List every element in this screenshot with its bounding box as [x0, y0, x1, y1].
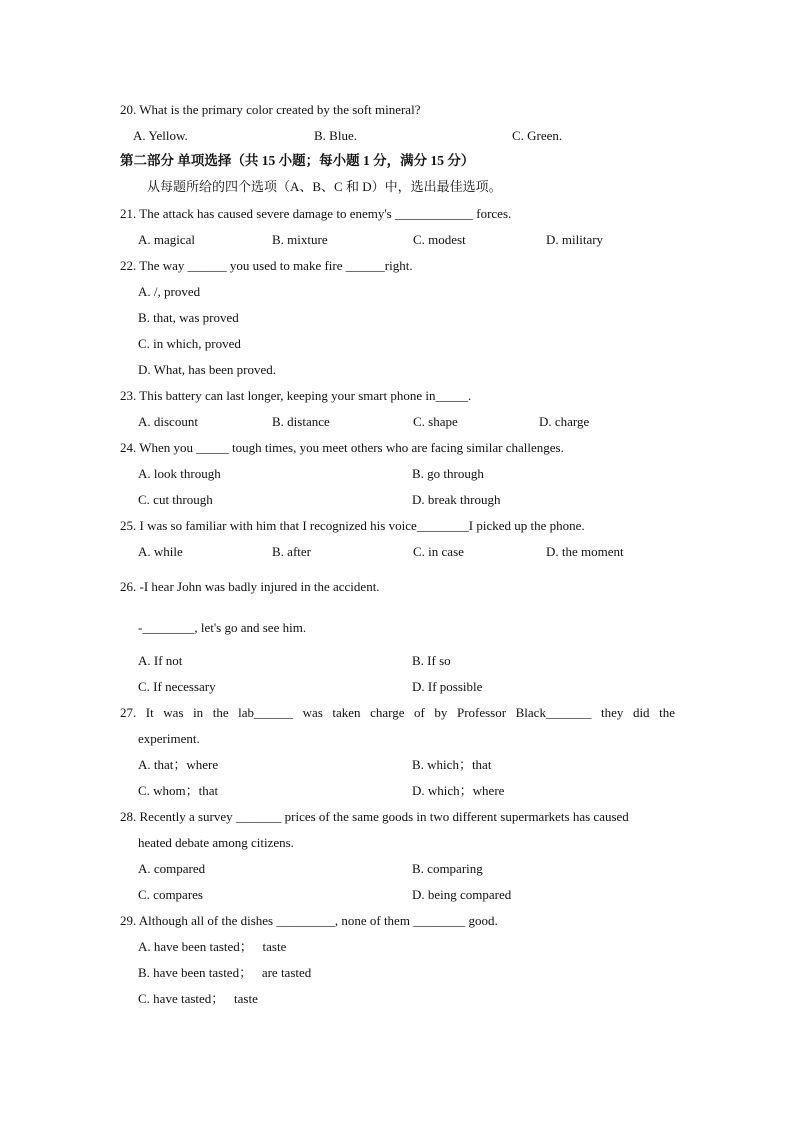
question-23-stem: 23. This battery can last longer, keeping your smart phone in_____.	[120, 388, 472, 403]
q29-option-c: C. have tasted； taste	[138, 991, 258, 1006]
q27-word: did	[632, 705, 650, 720]
question-26-stem: 26. -I hear John was badly injured in the accident.	[120, 579, 380, 594]
q27-word: in	[193, 705, 204, 720]
question-28-stem-continued: heated debate among citizens.	[138, 835, 294, 850]
q24-option-b: B. go through	[412, 466, 484, 481]
q26-option-a: A. If not	[138, 653, 183, 668]
q27-word: they	[601, 705, 624, 720]
q27-word: by	[434, 705, 448, 720]
q21-option-d: D. military	[546, 232, 604, 247]
q27-word: was	[302, 705, 323, 720]
q21-option-b: B. mixture	[272, 232, 328, 247]
q21-option-c: C. modest	[413, 232, 466, 247]
q22-option-b: B. that, was proved	[138, 310, 239, 325]
q27-option-b: B. which；that	[412, 757, 492, 772]
q25-option-b: B. after	[272, 544, 311, 559]
q26-option-c: C. If necessary	[138, 679, 216, 694]
question-27-stem-continued: experiment.	[138, 731, 200, 746]
q27-option-a: A. that；where	[138, 757, 219, 772]
section-2-instruction: 从每题所给的四个选项（A、B、C 和 D）中，选出最佳选项。	[147, 179, 502, 194]
q27-option-c: C. whom；that	[138, 783, 219, 798]
question-20-stem: 20. What is the primary color created by the soft mineral?	[120, 102, 421, 117]
q27-word: was	[163, 705, 184, 720]
q23-option-c: C. shape	[413, 414, 458, 429]
q23-option-d: D. charge	[539, 414, 590, 429]
q28-option-b: B. comparing	[412, 861, 483, 876]
q29-option-b: B. have been tasted； are tasted	[138, 965, 312, 980]
q22-option-a: A. /, proved	[138, 284, 201, 299]
q27-word: lab______	[238, 705, 294, 720]
q27-word: taken	[332, 705, 361, 720]
q22-option-d: D. What, has been proved.	[138, 362, 277, 377]
question-25-stem: 25. I was so familiar with him that I recognized his voice________I picked up the phone.	[120, 518, 585, 533]
q20-option-c: C. Green.	[512, 128, 563, 143]
section-2-heading: 第二部分 单项选择（共 15 小题；每小题 1 分，满分 15 分）	[120, 153, 475, 168]
q25-option-c: C. in case	[413, 544, 464, 559]
q27-word: Black_______	[515, 705, 592, 720]
q27-option-d: D. which；where	[412, 783, 505, 798]
q27-word: It	[145, 705, 154, 720]
q22-option-c: C. in which, proved	[138, 336, 241, 351]
q27-word: the	[212, 705, 229, 720]
q27-word: the	[659, 705, 675, 720]
q23-option-b: B. distance	[272, 414, 330, 429]
q29-option-a: A. have been tasted； taste	[138, 939, 287, 954]
question-26-response: -________, let's go and see him.	[138, 620, 307, 635]
question-22-stem: 22. The way ______ you used to make fire ______right.	[120, 258, 413, 273]
q26-option-b: B. If so	[412, 653, 451, 668]
q28-option-a: A. compared	[138, 861, 206, 876]
q27-word: Professor	[456, 705, 507, 720]
question-27-stem	[120, 705, 675, 721]
q25-option-d: D. the moment	[546, 544, 624, 559]
question-29-stem: 29. Although all of the dishes _________, none of them ________ good.	[120, 913, 498, 928]
question-24-stem: 24. When you _____ tough times, you meet others who are facing similar challenges.	[120, 440, 564, 455]
q21-option-a: A. magical	[138, 232, 196, 247]
q27-word: charge	[370, 705, 405, 720]
q24-option-d: D. break through	[412, 492, 501, 507]
question-28-stem: 28. Recently a survey _______ prices of the same goods in two different supermarkets has caused	[120, 809, 629, 824]
q23-option-a: A. discount	[138, 414, 198, 429]
question-21-stem: 21. The attack has caused severe damage to enemy's ____________ forces.	[120, 206, 512, 221]
q24-option-c: C. cut through	[138, 492, 213, 507]
q28-option-c: C. compares	[138, 887, 203, 902]
q25-option-a: A. while	[138, 544, 183, 559]
q20-option-a: A. Yellow.	[133, 128, 188, 143]
q24-option-a: A. look through	[138, 466, 221, 481]
q20-option-b: B. Blue.	[314, 128, 357, 143]
q27-word: 27.	[120, 705, 137, 720]
q26-option-d: D. If possible	[412, 679, 483, 694]
q28-option-d: D. being compared	[412, 887, 512, 902]
q27-word: of	[414, 705, 425, 720]
